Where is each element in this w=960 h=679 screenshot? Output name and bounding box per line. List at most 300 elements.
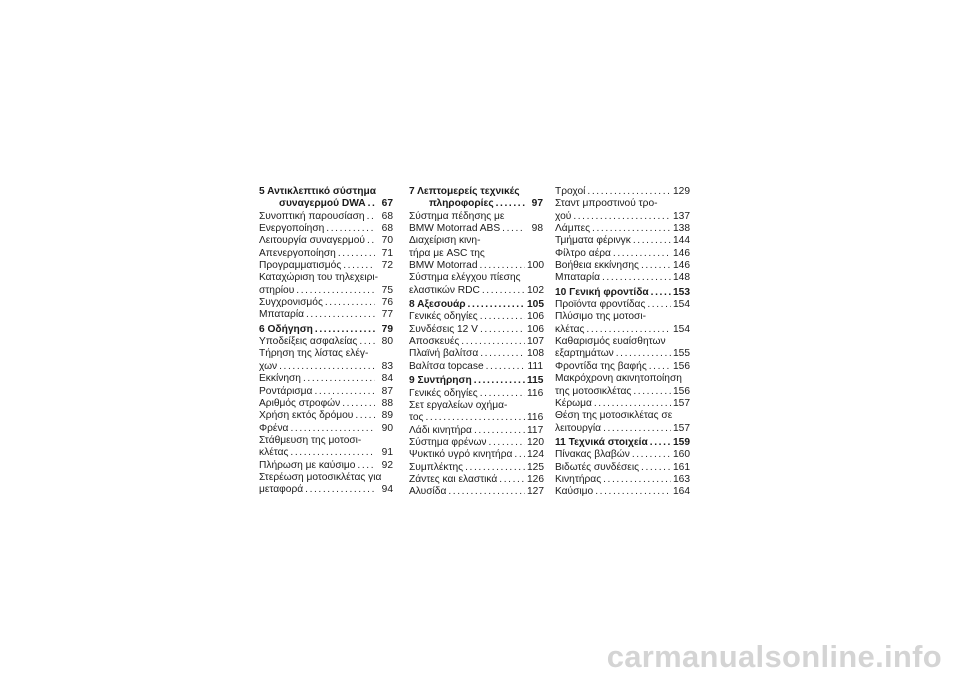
- toc-entry-title: ελαστικών RDC: [409, 284, 480, 296]
- toc-entry-row: [259, 336, 393, 348]
- toc-entry-title: Καύσιμο: [555, 486, 594, 498]
- dot-leader: [480, 324, 525, 336]
- dot-leader: [603, 474, 671, 486]
- toc-entry: [259, 423, 393, 435]
- toc-entry-row: [555, 462, 689, 474]
- toc-entry-row: [555, 437, 689, 449]
- toc-entry: [259, 211, 393, 223]
- toc-entry-title: πληροφορίες: [429, 198, 494, 210]
- dot-leader: [632, 449, 671, 461]
- toc-entry-title: Ενεργοποίηση: [259, 223, 325, 235]
- toc-entry-title: κλέτας: [555, 323, 585, 335]
- toc-entry-row: [409, 311, 543, 323]
- toc-section-heading: [409, 186, 543, 211]
- toc-entry-title: Φίλτρο αέρα: [555, 247, 611, 259]
- toc-entry: [409, 324, 543, 336]
- toc-section-heading: [555, 437, 689, 449]
- toc-entry: [555, 336, 689, 361]
- dot-leader: [468, 299, 525, 311]
- page-number: 164: [673, 486, 690, 498]
- toc-entry-title: 8 Αξεσουάρ: [409, 299, 466, 311]
- toc-entry-title: Προγραμματισμός: [259, 260, 342, 272]
- toc-entry-text: Σετ εργαλείων οχήμα-: [409, 399, 508, 411]
- dot-leader: [641, 260, 671, 272]
- dot-leader: [279, 361, 375, 373]
- toc-entry: [259, 223, 393, 235]
- toc-entry-row: [259, 460, 393, 472]
- toc-entry-row: [555, 423, 689, 435]
- dot-leader: [303, 373, 375, 385]
- toc-entry-title: Μπαταρία: [259, 309, 304, 321]
- dot-leader: [587, 186, 671, 198]
- toc-entry: [555, 311, 689, 336]
- toc-entry-title: BMW Motorrad ABS: [409, 223, 501, 235]
- toc-entry-row: [555, 260, 689, 272]
- page-number: 148: [673, 272, 690, 284]
- toc-entry-row: [409, 198, 543, 210]
- toc-entry-title: BMW Motorrad: [409, 260, 478, 272]
- toc-entry-row: [555, 223, 689, 235]
- toc-entry: [409, 348, 543, 360]
- toc-entry-row: [409, 348, 543, 360]
- toc-entry-row: [555, 398, 689, 410]
- dot-leader: [290, 447, 375, 459]
- dot-leader: [613, 248, 671, 260]
- dot-leader: [314, 386, 375, 398]
- dot-leader: [633, 235, 671, 247]
- dot-leader: [359, 336, 375, 348]
- toc-entry-row: [259, 309, 393, 321]
- toc-entry-title: χού: [555, 210, 572, 222]
- toc-entry: [259, 260, 393, 272]
- toc-entry: [259, 398, 393, 410]
- dot-leader: [338, 248, 375, 260]
- toc-entry: [555, 186, 689, 198]
- toc-entry-title: Απενεργοποίηση: [259, 247, 336, 259]
- toc-entry: [259, 248, 393, 260]
- toc-entry: [409, 388, 543, 400]
- toc-entry: [409, 437, 543, 449]
- toc-entry: [409, 486, 543, 498]
- toc-entry-row: [259, 398, 393, 410]
- toc-entry: [555, 373, 689, 398]
- toc-entry: [555, 474, 689, 486]
- toc-entry-title: 9 Συντήρηση: [409, 375, 472, 387]
- toc-entry-row: [409, 437, 543, 449]
- toc-entry-row: [259, 361, 393, 373]
- toc-entry-title: Κινητήρας: [555, 473, 602, 485]
- toc-entry: [555, 223, 689, 235]
- toc-entry: [409, 425, 543, 437]
- toc-entry-text: Σύστημα ελέγχου πίεσης: [409, 272, 521, 284]
- toc-entry-title: Γενικές οδηγίες: [409, 311, 478, 323]
- toc-entry-row: [259, 260, 393, 272]
- dot-leader: [343, 260, 375, 272]
- page-number: 111: [527, 360, 543, 372]
- page-number: 75: [381, 284, 393, 296]
- toc-entry-row: [555, 386, 689, 398]
- toc-entry-row: [409, 223, 543, 235]
- toc-entry-row: [259, 235, 393, 247]
- dot-leader: [496, 198, 525, 210]
- toc-column-2: [409, 186, 543, 499]
- page-number: 105: [527, 299, 544, 311]
- page-number: 163: [673, 473, 690, 485]
- toc-entry: [555, 486, 689, 498]
- page-number: 153: [673, 286, 690, 298]
- dot-leader: [465, 462, 525, 474]
- dot-leader: [486, 361, 525, 373]
- toc-entry-text: Διαχείριση κινη-: [409, 235, 481, 247]
- dot-leader: [367, 211, 375, 223]
- toc-entry-row: [409, 462, 543, 474]
- dot-leader: [633, 386, 671, 398]
- toc-entry-row: [409, 361, 543, 373]
- toc-entry-title: Ζάντες και ελαστικά: [409, 473, 498, 485]
- toc-entry-title: Αποσκευές: [409, 336, 460, 348]
- page-number: 97: [531, 198, 543, 210]
- toc-entry-row: [409, 449, 543, 461]
- toc-entry-row: [555, 348, 689, 360]
- toc-entry-title: Χρήση εκτός δρόμου: [259, 410, 354, 422]
- toc-entry-text: Στάθμευση της μοτοσι-: [259, 434, 362, 446]
- toc-entry: [409, 311, 543, 323]
- toc-entry-text: Καθαρισμός ευαίσθητων: [555, 336, 666, 348]
- page-number: 90: [381, 422, 393, 434]
- toc-entry-row: [555, 272, 689, 284]
- toc-entry: [259, 336, 393, 348]
- page-number: 87: [381, 385, 393, 397]
- toc-entry: [555, 410, 689, 435]
- toc-entry-title: Ροντάρισμα: [259, 385, 313, 397]
- page-number: 159: [673, 436, 690, 448]
- toc-entry-row: [409, 412, 543, 424]
- page-number: 157: [673, 397, 690, 409]
- toc-entry: [259, 410, 393, 422]
- toc-entry-row: [259, 324, 393, 336]
- page-number: 160: [673, 449, 690, 461]
- dot-leader: [650, 437, 671, 449]
- toc-entry-title: Βιδωτές συνδέσεις: [555, 461, 640, 473]
- page-number: 83: [381, 360, 393, 372]
- toc-entry-text: Σύστημα πέδησης με: [409, 210, 505, 222]
- toc-entry-row: [259, 211, 393, 223]
- page-number: 67: [381, 198, 393, 210]
- toc-entry: [555, 361, 689, 373]
- toc-entry: [555, 272, 689, 284]
- toc-entry: [555, 449, 689, 461]
- toc-entry-title: Σύστημα φρένων: [409, 436, 487, 448]
- toc-entry: [555, 235, 689, 247]
- toc-entry-title: Λάμπες: [555, 223, 591, 235]
- toc-entry-row: [259, 423, 393, 435]
- dot-leader: [480, 388, 525, 400]
- toc-entry-row: [259, 223, 393, 235]
- page-number: 156: [673, 385, 690, 397]
- page-number: 125: [527, 461, 544, 473]
- toc-entry: [259, 386, 393, 398]
- dot-leader: [603, 423, 671, 435]
- dot-leader: [594, 398, 671, 410]
- dot-leader: [514, 449, 525, 461]
- dot-leader: [573, 211, 671, 223]
- dot-leader: [480, 260, 526, 272]
- page-number: 79: [381, 323, 393, 335]
- toc-entry-title: Λειτουργία συναγερμού: [259, 235, 365, 247]
- toc-entry: [409, 449, 543, 461]
- toc-entry-row: [259, 484, 393, 496]
- dot-leader: [602, 272, 671, 284]
- toc-entry: [409, 474, 543, 486]
- page-number: 129: [673, 186, 690, 197]
- toc-section-heading: [555, 287, 689, 299]
- toc-entry-text: 5 Αντικλεπτικό σύστημα: [259, 186, 377, 197]
- toc-entry-title: Τροχοί: [555, 186, 586, 197]
- toc-entry-row: [555, 248, 689, 260]
- toc-entry-title: Μπαταρία: [555, 272, 600, 284]
- page-number: 98: [531, 223, 543, 235]
- toc-entry-text: 7 Λεπτομερείς τεχνικές: [409, 186, 520, 197]
- page-number: 161: [673, 461, 690, 473]
- dot-leader: [474, 425, 525, 437]
- toc-entry-title: χων: [259, 360, 278, 372]
- page-number: 92: [381, 459, 393, 471]
- page-number: 68: [381, 210, 393, 222]
- toc-entry-title: Φρένα: [259, 422, 289, 434]
- dot-leader: [448, 486, 525, 498]
- toc-entry-row: [409, 324, 543, 336]
- page-number: 106: [527, 323, 544, 335]
- toc-entry: [555, 260, 689, 272]
- toc-entry-row: [555, 299, 689, 311]
- toc-entry-title: Βοήθεια εκκίνησης: [555, 260, 639, 272]
- page-number: 124: [527, 449, 544, 461]
- page-number: 146: [673, 260, 690, 272]
- toc-entry-row: [259, 373, 393, 385]
- dot-leader: [647, 299, 671, 311]
- toc-entry: [409, 211, 543, 236]
- toc-entry-title: Αριθμός στροφών: [259, 397, 341, 409]
- dot-leader: [296, 285, 375, 297]
- dot-leader: [306, 309, 375, 321]
- watermark: carmanualsonline.info: [606, 639, 942, 674]
- page-number: 70: [381, 235, 393, 247]
- toc-entry-title: Συνδέσεις 12 V: [409, 323, 478, 335]
- dot-leader: [649, 361, 671, 373]
- toc-entry-row: [555, 211, 689, 223]
- page-number: 80: [381, 336, 393, 348]
- page-number: 127: [527, 486, 544, 498]
- toc-entry: [555, 299, 689, 311]
- page-number: 72: [381, 260, 393, 272]
- toc-entry-title: Κέρωμα: [555, 397, 592, 409]
- dot-leader: [315, 324, 375, 336]
- dot-leader: [595, 486, 671, 498]
- dot-leader: [355, 410, 375, 422]
- toc-entry-row: [555, 287, 689, 299]
- toc-entry: [259, 272, 393, 297]
- toc-entry-text: Μακρόχρονη ακινητοποίηση: [555, 373, 682, 385]
- toc-entry: [409, 336, 543, 348]
- page-number: 116: [527, 387, 544, 399]
- toc-entry-row: [409, 299, 543, 311]
- dot-leader: [325, 297, 375, 309]
- toc-entry: [259, 460, 393, 472]
- page-number: 71: [381, 247, 393, 259]
- dot-leader: [305, 484, 375, 496]
- toc-column-1: [259, 186, 393, 497]
- toc-section-heading: [259, 186, 393, 211]
- toc-entry-title: συναγερμού DWA: [279, 198, 366, 210]
- toc-entry-title: εξαρτημάτων: [555, 348, 614, 360]
- dot-leader: [480, 348, 525, 360]
- toc-entry-title: Πίνακας βλαβών: [555, 449, 630, 461]
- toc-entry: [409, 235, 543, 272]
- toc-entry-row: [409, 336, 543, 348]
- toc-entry-title: Πλαϊνή βαλίτσα: [409, 348, 479, 360]
- toc-entry-text: Τήρηση της λίστας ελέγ-: [259, 348, 369, 360]
- page-number: 117: [527, 424, 544, 436]
- toc-entry-row: [409, 285, 543, 297]
- dot-leader: [480, 311, 525, 323]
- page-number: 77: [381, 309, 393, 321]
- page-number: 89: [381, 410, 393, 422]
- page-number: 108: [527, 348, 544, 360]
- toc-entry-title: Προϊόντα φροντίδας: [555, 299, 646, 311]
- toc-entry-row: [409, 425, 543, 437]
- toc-entry-row: [555, 186, 689, 198]
- dot-leader: [641, 462, 671, 474]
- dot-leader: [651, 287, 671, 299]
- toc-column-3: [555, 186, 689, 499]
- page-number: 155: [673, 348, 690, 360]
- toc-entry: [409, 462, 543, 474]
- dot-leader: [502, 223, 525, 235]
- toc-entry-title: 6 Οδήγηση: [259, 323, 313, 335]
- toc-entry-title: Πλήρωση με καύσιμο: [259, 459, 356, 471]
- toc-entry-text: Καταχώριση του τηλεχειρι-: [259, 272, 379, 284]
- toc-entry: [259, 373, 393, 385]
- toc-entry: [409, 400, 543, 425]
- dot-leader: [499, 474, 525, 486]
- dot-leader: [425, 412, 525, 424]
- page-number: 106: [527, 311, 544, 323]
- toc-entry-title: Βαλίτσα topcase: [409, 360, 484, 372]
- toc-entry: [409, 272, 543, 297]
- toc-entry-title: λειτουργία: [555, 422, 602, 434]
- page-number: 146: [673, 247, 690, 259]
- page-number: 120: [527, 436, 544, 448]
- toc-entry-row: [555, 486, 689, 498]
- page-number: 138: [673, 223, 690, 235]
- dot-leader: [592, 223, 671, 235]
- toc-entry: [259, 348, 393, 373]
- toc-entry: [555, 462, 689, 474]
- page-number: 94: [381, 484, 393, 496]
- page-number: 154: [673, 323, 690, 335]
- toc-entry-title: Εκκίνηση: [259, 373, 301, 385]
- toc-entry-row: [555, 324, 689, 336]
- toc-entry-row: [555, 361, 689, 373]
- toc-section-heading: [409, 299, 543, 311]
- toc-section-heading: [409, 375, 543, 387]
- dot-leader: [342, 398, 375, 410]
- toc-entry-row: [259, 410, 393, 422]
- toc-entry-row: [259, 248, 393, 260]
- toc-entry-title: Συμπλέκτης: [409, 461, 464, 473]
- toc-entry-text: Σταντ μπροστινού τρο-: [555, 198, 658, 210]
- toc-entry-row: [259, 447, 393, 459]
- toc-entry-title: Ψυκτικό υγρό κινητήρα: [409, 449, 513, 461]
- page-number: 84: [381, 373, 393, 385]
- page-number: 88: [381, 397, 393, 409]
- toc-entry-title: Αλυσίδα: [409, 486, 447, 498]
- toc-entry-title: κλέτας: [259, 447, 289, 459]
- page-number: 157: [673, 422, 690, 434]
- toc-entry-title: Συγχρονισμός: [259, 297, 323, 309]
- toc-entry-title: Υποδείξεις ασφαλείας: [259, 336, 358, 348]
- dot-leader: [482, 285, 525, 297]
- toc-entry-row: [409, 474, 543, 486]
- toc-section-heading: [259, 324, 393, 336]
- toc-entry-text: Πλύσιμο της μοτοσι-: [555, 311, 647, 323]
- page-number: 156: [673, 360, 690, 372]
- toc-entry-text: Στερέωση μοτοσικλέτας για: [259, 471, 382, 483]
- toc-entry-row: [409, 486, 543, 498]
- toc-entry-title: στηρίου: [259, 284, 295, 296]
- toc-entry-row: [555, 235, 689, 247]
- toc-entry: [555, 248, 689, 260]
- toc-entry-row: [555, 449, 689, 461]
- toc-entry-title: μεταφορά: [259, 484, 304, 496]
- toc-entry-row: [409, 375, 543, 387]
- toc-entry-row: [259, 198, 393, 210]
- toc-entry: [259, 235, 393, 247]
- toc-entry-row: [409, 260, 543, 272]
- toc-entry: [259, 297, 393, 309]
- toc-entry: [259, 309, 393, 321]
- page-number: 126: [527, 473, 544, 485]
- toc-entry-row: [259, 386, 393, 398]
- toc-entry-title: Συνοπτική παρουσίαση: [259, 210, 365, 222]
- toc-entry-title: Τμήματα φέρινγκ: [555, 235, 631, 247]
- dot-leader: [474, 375, 525, 387]
- toc-entry: [555, 198, 689, 223]
- dot-leader: [367, 235, 375, 247]
- page-number: 100: [527, 260, 544, 272]
- page-number: 116: [527, 412, 544, 424]
- toc-entry-title: Γενικές οδηγίες: [409, 387, 478, 399]
- toc-entry: [259, 435, 393, 460]
- toc-entry-row: [409, 388, 543, 400]
- toc-entry-title: 10 Γενική φροντίδα: [555, 286, 649, 298]
- toc-entry-title: τος: [409, 412, 424, 424]
- toc-entry-text: τήρα με ASC της: [409, 247, 485, 259]
- toc-entry: [259, 472, 393, 497]
- dot-leader: [290, 423, 375, 435]
- toc-entry-text: Θέση της μοτοσικλέτας σε: [555, 410, 673, 422]
- toc-entry-row: [259, 297, 393, 309]
- toc-entry: [555, 398, 689, 410]
- dot-leader: [489, 437, 525, 449]
- toc-entry-title: 11 Τεχνικά στοιχεία: [555, 436, 648, 448]
- page-number: 137: [673, 210, 690, 222]
- page-number: 115: [527, 375, 544, 387]
- dot-leader: [461, 336, 525, 348]
- dot-leader: [368, 198, 375, 210]
- dot-leader: [586, 324, 671, 336]
- dot-leader: [616, 348, 671, 360]
